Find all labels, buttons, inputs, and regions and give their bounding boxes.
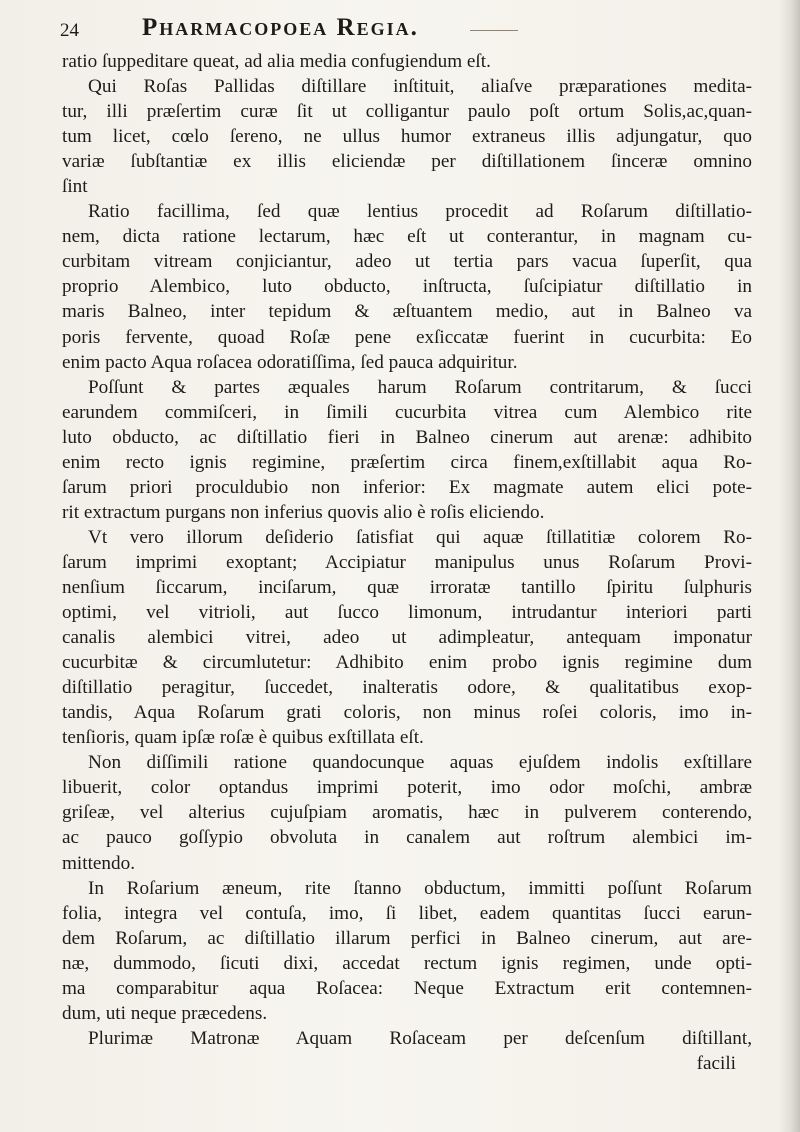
text-line: poris fervente, quoad Roſæ pene exſiccatæ fuerint in cucurbita: Eo xyxy=(62,326,752,348)
text-line: ſint xyxy=(62,176,88,198)
text-line: canalis alembici vitrei, adeo ut adimpleatur, antequam imponatur xyxy=(62,627,752,649)
catchword: facili xyxy=(696,1052,736,1074)
text-line: In Roſarium æneum, rite ſtanno obductum, immitti poſſunt Roſarum xyxy=(88,877,752,899)
text-line: Poſſunt & partes æquales harum Roſarum contritarum, & ſucci xyxy=(88,376,752,398)
text-line: dum, uti neque præcedens. xyxy=(62,1002,268,1024)
text-line: nenſium ſiccarum, inciſarum, quæ irroratæ tantillo ſpiritu ſulphuris xyxy=(62,576,752,598)
text-line: ſarum imprimi exoptant; Accipiatur manipulus unus Roſarum Provi- xyxy=(62,551,752,573)
page-edge-shadow xyxy=(778,0,800,1132)
text-line: tandis, Aqua Roſarum grati coloris, non minus roſei coloris, imo in- xyxy=(62,702,752,724)
text-line: Non diſſimili ratione quandocunque aquas ejuſdem indolis exſtillare xyxy=(88,752,752,774)
text-line: nem, dicta ratione lectarum, hæc eſt ut conterantur, in magnam cu- xyxy=(62,226,752,248)
text-line: optimi, vel vitrioli, aut ſucco limonum, intrudantur interiori parti xyxy=(62,602,752,624)
text-line: diſtillatio peragitur, ſuccedet, inalteratis odore, & qualitatibus exop- xyxy=(62,677,752,699)
text-line: tur, illi præſertim curæ ſit ut colligantur paulo poſt ortum Solis,ac,quan- xyxy=(62,101,752,123)
text-line: maris Balneo, inter tepidum & æſtuantem medio, aut in Balneo va xyxy=(62,301,752,323)
text-line: libuerit, color optandus imprimi poterit, imo odor moſchi, ambræ xyxy=(62,777,752,799)
text-line: proprio Alembico, luto obducto, inſtructa, ſuſcipiatur diſtillatio in xyxy=(62,276,752,298)
text-line: earundem commiſceri, in ſimili cucurbita vitrea cum Alembico rite xyxy=(62,401,752,423)
body-text xyxy=(62,49,752,1076)
text-line: Vt vero illorum deſiderio ſatisfiat qui aquæ ſtillatitiæ colorem Ro- xyxy=(88,526,752,548)
text-line: ac pauco goſſypio obvoluta in canalem aut roſtrum alembici im- xyxy=(62,827,752,849)
text-line: enim recto ignis regimine, præſertim circa finem,exſtillabit aqua Ro- xyxy=(62,451,752,473)
text-line: Ratio facillima, ſed quæ lentius procedit ad Roſarum diſtillatio- xyxy=(88,201,752,223)
header-title: Pharmacopoea Regia. xyxy=(142,14,419,41)
text-line: Plurimæ Matronæ Aquam Roſaceam per deſcenſum diſtillant, xyxy=(88,1027,752,1049)
text-line: Qui Roſas Pallidas diſtillare inſtituit, aliaſve præparationes medita- xyxy=(88,76,752,98)
text-line: ma comparabitur aqua Roſacea: Neque Extractum erit contemnen- xyxy=(62,977,752,999)
text-line: mittendo. xyxy=(62,852,136,874)
text-line: ratio ſuppeditare queat, ad alia media confugiendum eſt. xyxy=(62,51,491,72)
text-line: folia, integra vel contuſa, imo, ſi libet, eadem quantitas ſucci earun- xyxy=(62,902,752,924)
page-number: 24 xyxy=(60,20,79,41)
text-line: dem Roſarum, ac diſtillatio illarum perfici in Balneo cinerum, aut are- xyxy=(62,927,752,949)
text-line: næ, dummodo, ſicuti dixi, accedat rectum ignis regimen, unde opti- xyxy=(62,952,752,974)
text-line: rit extractum purgans non inferius quovis alio è roſis eliciendo. xyxy=(62,501,545,523)
text-line: tum licet, cœlo ſereno, ne ullus humor extraneus illis adjungatur, quo xyxy=(62,126,752,148)
text-line: curbitam vitream conjiciantur, adeo ut tertia pars vacua ſuperſit, qua xyxy=(62,251,752,273)
running-head xyxy=(60,14,750,46)
text-line: variæ ſubſtantiæ ex illis eliciendæ per diſtillationem ſinceræ omnino xyxy=(62,151,752,173)
text-line: cucurbitæ & circumlutetur: Adhibito enim probo ignis regimine dum xyxy=(62,652,752,674)
text-line: ſarum priori proculdubio non inferior: Ex magmate autem elici pote- xyxy=(62,476,752,498)
header-rule xyxy=(470,30,518,31)
text-line: tenſioris, quam ipſæ roſæ è quibus exſtillata eſt. xyxy=(62,727,424,749)
text-line: luto obducto, ac diſtillatio fieri in Balneo cinerum aut arenæ: adhibito xyxy=(62,426,752,448)
text-line: enim pacto Aqua roſacea odoratiſſima, ſed pauca adquiritur. xyxy=(62,351,518,373)
text-line: griſeæ, vel alterius cujuſpiam aromatis, hæc in pulverem conterendo, xyxy=(62,802,752,824)
